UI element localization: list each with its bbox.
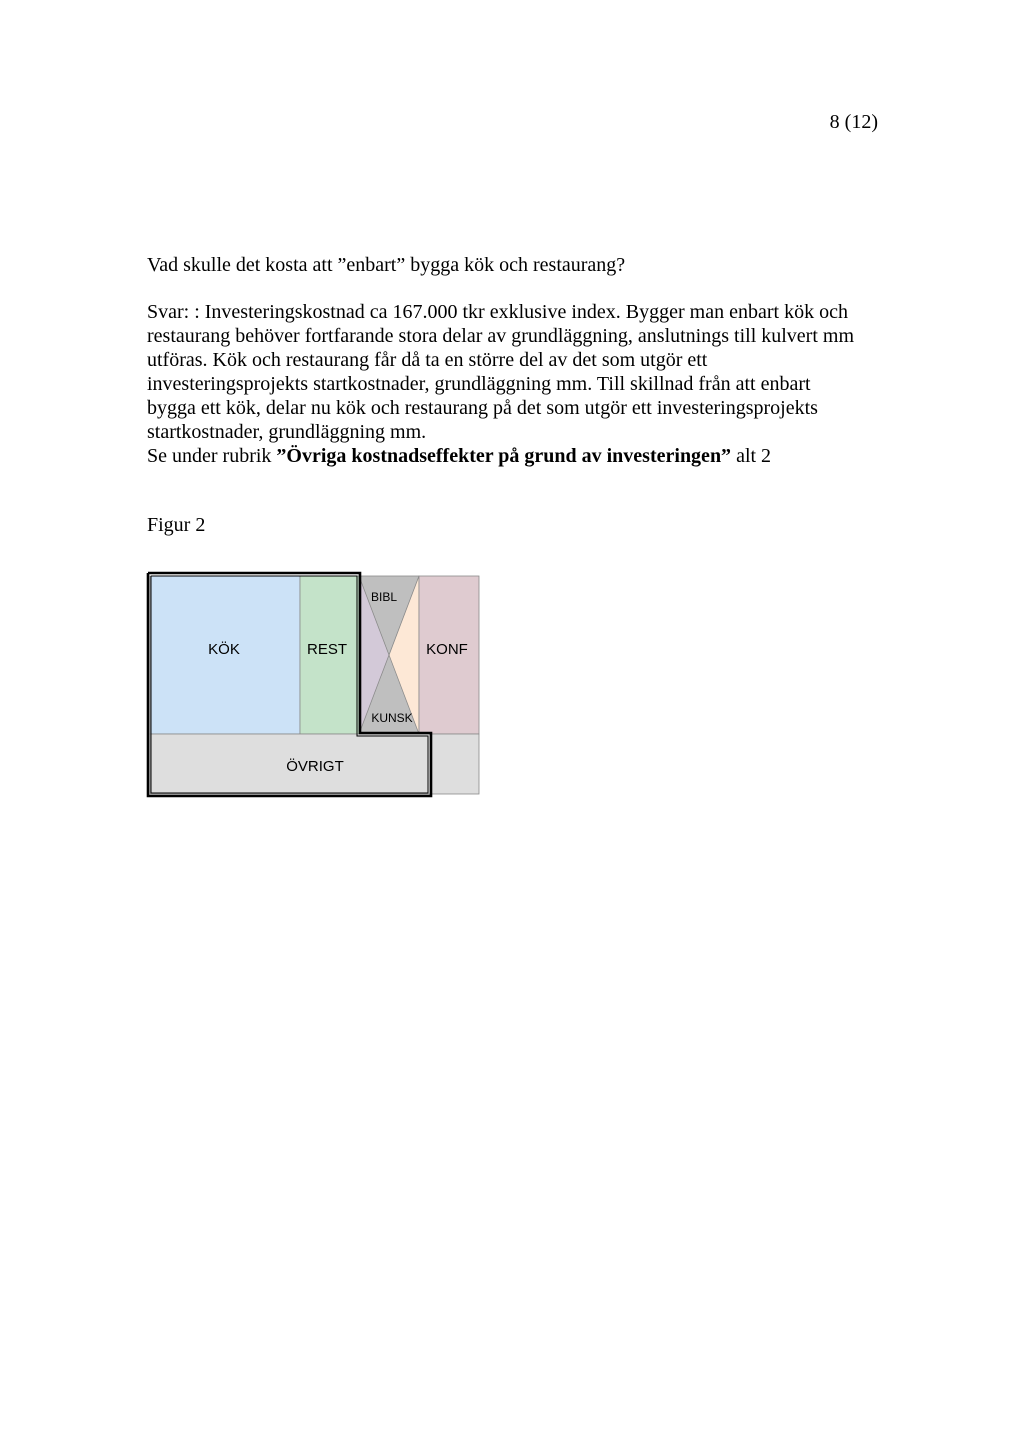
answer-line: utföras. Kök och restaurang får då ta en större del av det som utgör ett — [147, 349, 708, 371]
question-text: Vad skulle det kosta att ”enbart” bygga kök och restaurang? — [147, 254, 626, 276]
answer-line: investeringsprojekts startkostnader, grundläggning mm. Till skillnad från att enbart — [147, 373, 811, 395]
answer-paragraph — [147, 300, 887, 468]
reference-line — [147, 444, 887, 468]
reference-prefix: Se under rubrik — [147, 445, 277, 467]
label-bibl: BIBL — [370, 590, 398, 604]
figure-caption: Figur 2 — [147, 514, 206, 536]
answer-line: Svar: : Investeringskostnad ca 167.000 tkr exklusive index. Bygger man enbart kök och — [147, 301, 848, 323]
floor-plan-diagram — [140, 565, 490, 805]
answer-line: bygga ett kök, delar nu kök och restaurang på det som utgör ett investeringsprojekts — [147, 397, 818, 419]
reference-suffix: alt 2 — [731, 445, 772, 467]
reference-heading: ”Övriga kostnadseffekter på grund av investeringen” — [276, 445, 732, 467]
label-kok: KÖK — [208, 641, 240, 658]
answer-line: restaurang behöver fortfarande stora delar av grundläggning, anslutnings till kulvert mm — [147, 325, 855, 347]
answer-line: startkostnader, grundläggning mm. — [147, 421, 427, 443]
label-konf: KONF — [426, 641, 468, 658]
page-number: 8 (12) — [829, 111, 878, 133]
label-rest: REST — [306, 641, 348, 658]
label-ovrigt: ÖVRIGT — [286, 758, 344, 775]
label-kunsk: KUNSK — [371, 711, 413, 725]
